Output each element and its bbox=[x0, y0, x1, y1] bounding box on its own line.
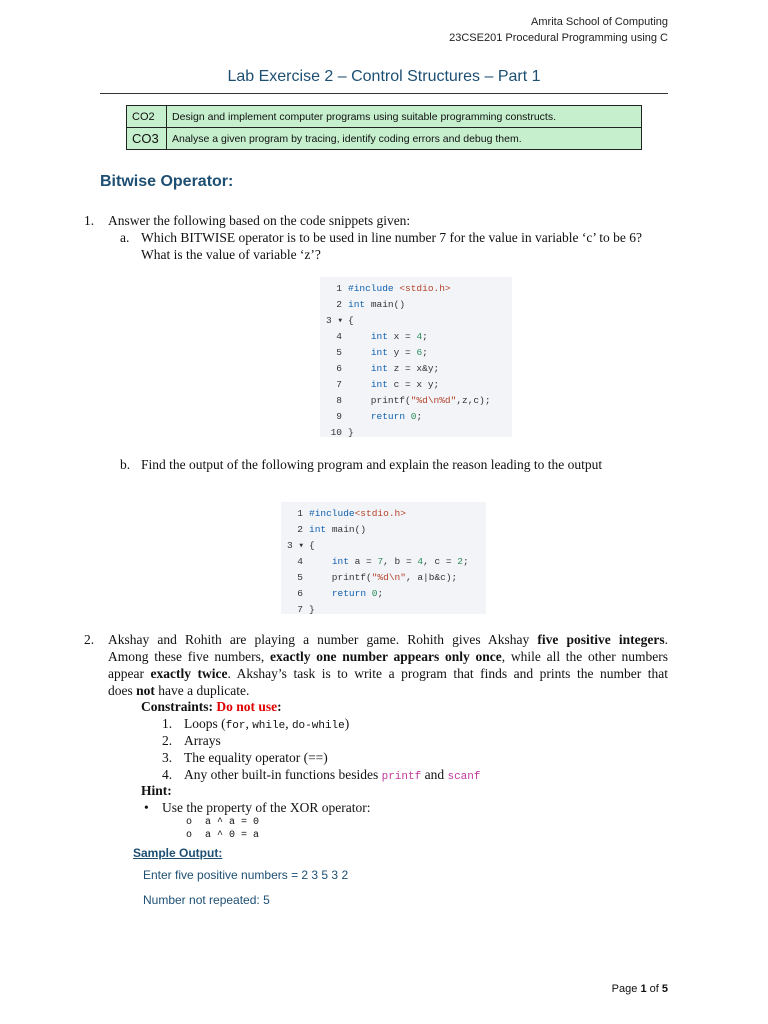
code-token: #include bbox=[309, 508, 355, 519]
sub-bullet-icon: o bbox=[186, 817, 193, 828]
paragraph-line bbox=[108, 631, 668, 648]
current-page: 1 bbox=[640, 983, 647, 995]
constraints-label: Constraints: bbox=[141, 699, 214, 714]
code-token: <stdio.h> bbox=[354, 508, 406, 519]
code-token: int bbox=[370, 363, 394, 374]
q1a-line2: What is the value of variable ‘z’? bbox=[141, 247, 321, 262]
paragraph-line bbox=[108, 665, 668, 682]
text: and bbox=[421, 767, 448, 782]
code-line bbox=[287, 602, 480, 618]
code-token: 0 bbox=[410, 411, 417, 422]
text: have a duplicate. bbox=[154, 683, 250, 698]
code-keyword: scanf bbox=[447, 771, 481, 783]
xor-rule-1: a ^ a = 0 bbox=[205, 817, 260, 828]
code-token: main() bbox=[370, 299, 406, 310]
code-token: y = bbox=[393, 347, 417, 358]
code-token: } bbox=[348, 427, 354, 438]
text: ) bbox=[344, 716, 350, 731]
bold-text: exactly twice bbox=[150, 666, 228, 681]
q1a-line1: Which BITWISE operator is to be used in line number 7 for the value in variable ‘c’ to be 6? bbox=[141, 230, 642, 245]
code-token: , a|b&c); bbox=[405, 572, 458, 583]
code-token: z = x&y; bbox=[393, 363, 440, 374]
code-token: return bbox=[331, 588, 372, 599]
outcome-text: Analyse a given program by tracing, identify coding errors and debug them. bbox=[167, 128, 642, 150]
xor-rule-2: a ^ 0 = a bbox=[205, 830, 260, 841]
code-token: a = bbox=[354, 556, 378, 567]
course-name: 23CSE201 Procedural Programming using C bbox=[449, 32, 668, 44]
of-word: of bbox=[649, 983, 659, 995]
line-number: 8 bbox=[336, 395, 342, 406]
code-token: c = x y; bbox=[393, 379, 440, 390]
code-token: printf( bbox=[309, 572, 372, 583]
constraint-number: 3. bbox=[162, 750, 173, 765]
code-line bbox=[287, 586, 480, 602]
code-token: ; bbox=[422, 331, 428, 342]
code-snippet-1 bbox=[320, 277, 512, 437]
total-pages: 5 bbox=[661, 983, 668, 995]
line-number: 1 bbox=[336, 283, 342, 294]
line-number: 1 bbox=[297, 508, 303, 519]
text: . Akshay’s task is to write a program that finds and prints the number that bbox=[227, 666, 668, 681]
code-token: 2 bbox=[457, 556, 463, 567]
code-token: int bbox=[370, 379, 394, 390]
code-token: ,z,c); bbox=[456, 395, 491, 406]
outcome-code: CO2 bbox=[127, 106, 167, 128]
line-number: 4 bbox=[297, 556, 303, 567]
page-footer bbox=[612, 983, 668, 995]
outcome-code: CO3 bbox=[127, 128, 167, 150]
code-token: 6 bbox=[416, 347, 423, 358]
code-line bbox=[326, 345, 506, 361]
code-token: "%d\n" bbox=[371, 572, 406, 583]
code-keyword: printf bbox=[381, 771, 422, 783]
line-number: 5 bbox=[297, 572, 303, 583]
code-token: , b = bbox=[383, 556, 418, 567]
hint-label: Hint: bbox=[141, 783, 172, 798]
code-token bbox=[348, 361, 371, 377]
line-number: 4 bbox=[336, 331, 342, 342]
constraint-item bbox=[184, 749, 328, 766]
code-keyword: for bbox=[225, 720, 246, 732]
hint-text: Use the property of the XOR operator: bbox=[162, 800, 371, 815]
code-line bbox=[326, 281, 506, 297]
code-line bbox=[326, 329, 506, 345]
code-token bbox=[309, 554, 332, 570]
code-token: int bbox=[331, 556, 355, 567]
text: Among these five numbers, bbox=[108, 649, 271, 664]
code-token: int bbox=[370, 347, 394, 358]
constraints-heading bbox=[141, 698, 282, 715]
text: , while all the other numbers bbox=[501, 649, 669, 664]
do-not-use-label: Do not use bbox=[216, 699, 278, 714]
constraints-colon: : bbox=[277, 699, 282, 714]
code-token: 7 bbox=[377, 556, 384, 567]
q2-number: 2. bbox=[84, 632, 95, 647]
text: Arrays bbox=[184, 733, 221, 748]
code-token: "%d\n%d" bbox=[410, 395, 457, 406]
text: Akshay and Rohith are playing a number game. Rohith gives Akshay bbox=[108, 632, 538, 647]
text: does bbox=[108, 683, 137, 698]
q1a-label: a. bbox=[120, 230, 130, 245]
code-line bbox=[287, 522, 480, 538]
q1-text: Answer the following based on the code snippets given: bbox=[108, 213, 411, 228]
line-number: 6 bbox=[297, 588, 303, 599]
bold-text: exactly one number appears only once bbox=[270, 649, 502, 664]
text: Any other built-in functions besides bbox=[184, 767, 382, 782]
line-number: 6 bbox=[336, 363, 342, 374]
code-token: ; bbox=[462, 556, 469, 567]
code-snippet-2 bbox=[281, 502, 486, 614]
code-line bbox=[287, 538, 480, 554]
section-title: Bitwise Operator: bbox=[100, 173, 234, 190]
code-line bbox=[287, 554, 480, 570]
constraint-number: 1. bbox=[162, 716, 173, 731]
code-keyword: while bbox=[252, 720, 286, 732]
line-number: 10 bbox=[330, 427, 342, 438]
paragraph-line bbox=[108, 682, 249, 699]
code-line bbox=[326, 377, 506, 393]
bullet-icon: • bbox=[144, 800, 149, 815]
bold-text: five positive integers bbox=[537, 632, 665, 647]
line-number: 5 bbox=[336, 347, 342, 358]
line-number: 2 bbox=[336, 299, 342, 310]
paragraph-line bbox=[108, 648, 668, 665]
code-token bbox=[309, 586, 332, 602]
code-token: <stdio.h> bbox=[399, 283, 451, 294]
code-line bbox=[326, 297, 506, 313]
code-line bbox=[287, 570, 480, 586]
q1-number: 1. bbox=[84, 213, 95, 228]
text: , bbox=[245, 716, 253, 731]
bold-text: not bbox=[136, 683, 155, 698]
text: The equality operator (==) bbox=[184, 750, 328, 765]
code-token bbox=[348, 345, 371, 361]
line-number: 7 bbox=[336, 379, 342, 390]
code-keyword: do-while bbox=[291, 720, 345, 732]
code-line bbox=[287, 506, 480, 522]
text: , bbox=[285, 716, 292, 731]
table-row bbox=[127, 106, 642, 128]
code-line bbox=[326, 425, 506, 441]
sample-output-line-2: Number not repeated: 5 bbox=[143, 893, 270, 907]
sub-bullet-icon: o bbox=[186, 830, 193, 841]
code-token: 4 bbox=[417, 556, 424, 567]
page-title: Lab Exercise 2 – Control Structures – Part 1 bbox=[227, 68, 541, 85]
code-token: { bbox=[348, 315, 354, 326]
text: appear bbox=[108, 666, 151, 681]
line-number: 3 ▾ bbox=[287, 540, 305, 551]
code-token: int bbox=[309, 524, 332, 535]
code-token: #include bbox=[348, 283, 400, 294]
constraint-item bbox=[184, 766, 480, 786]
code-token: return bbox=[370, 411, 411, 422]
line-number: 7 bbox=[297, 604, 303, 615]
code-token: 4 bbox=[416, 331, 423, 342]
constraint-item bbox=[184, 732, 221, 749]
code-token: printf( bbox=[348, 395, 411, 406]
code-token: 0 bbox=[371, 588, 378, 599]
code-line bbox=[326, 361, 506, 377]
code-token: ; bbox=[416, 411, 423, 422]
code-token bbox=[348, 409, 371, 425]
code-token: int bbox=[370, 331, 394, 342]
code-token: } bbox=[309, 604, 315, 615]
code-token: , c = bbox=[423, 556, 458, 567]
constraint-number: 4. bbox=[162, 767, 173, 782]
code-token: { bbox=[309, 540, 315, 551]
code-token: x = bbox=[393, 331, 417, 342]
title-divider bbox=[100, 93, 668, 94]
sample-output-label: Sample Output: bbox=[133, 846, 223, 860]
line-number: 9 bbox=[336, 411, 342, 422]
q1b-label: b. bbox=[120, 457, 131, 472]
table-row bbox=[127, 128, 642, 150]
text: . bbox=[664, 632, 668, 647]
code-token bbox=[348, 329, 371, 345]
code-line bbox=[326, 409, 506, 425]
line-number: 3 ▾ bbox=[326, 315, 344, 326]
code-token: int bbox=[348, 299, 371, 310]
school-name: Amrita School of Computing bbox=[531, 16, 668, 28]
text: Loops ( bbox=[184, 716, 226, 731]
page-header bbox=[449, 14, 668, 46]
constraint-number: 2. bbox=[162, 733, 173, 748]
code-line bbox=[326, 393, 506, 409]
code-token: main() bbox=[331, 524, 367, 535]
code-token: ; bbox=[377, 588, 384, 599]
outcome-text: Design and implement computer programs using suitable programming constructs. bbox=[167, 106, 642, 128]
code-line bbox=[326, 313, 506, 329]
page-word: Page bbox=[611, 983, 638, 995]
code-token bbox=[348, 377, 371, 393]
course-outcomes-table bbox=[126, 105, 642, 150]
code-token: ; bbox=[422, 347, 428, 358]
sample-output-line-1: Enter five positive numbers = 2 3 5 3 2 bbox=[143, 868, 349, 882]
q1b-text: Find the output of the following program and explain the reason leading to the output bbox=[141, 457, 603, 472]
line-number: 2 bbox=[297, 524, 303, 535]
